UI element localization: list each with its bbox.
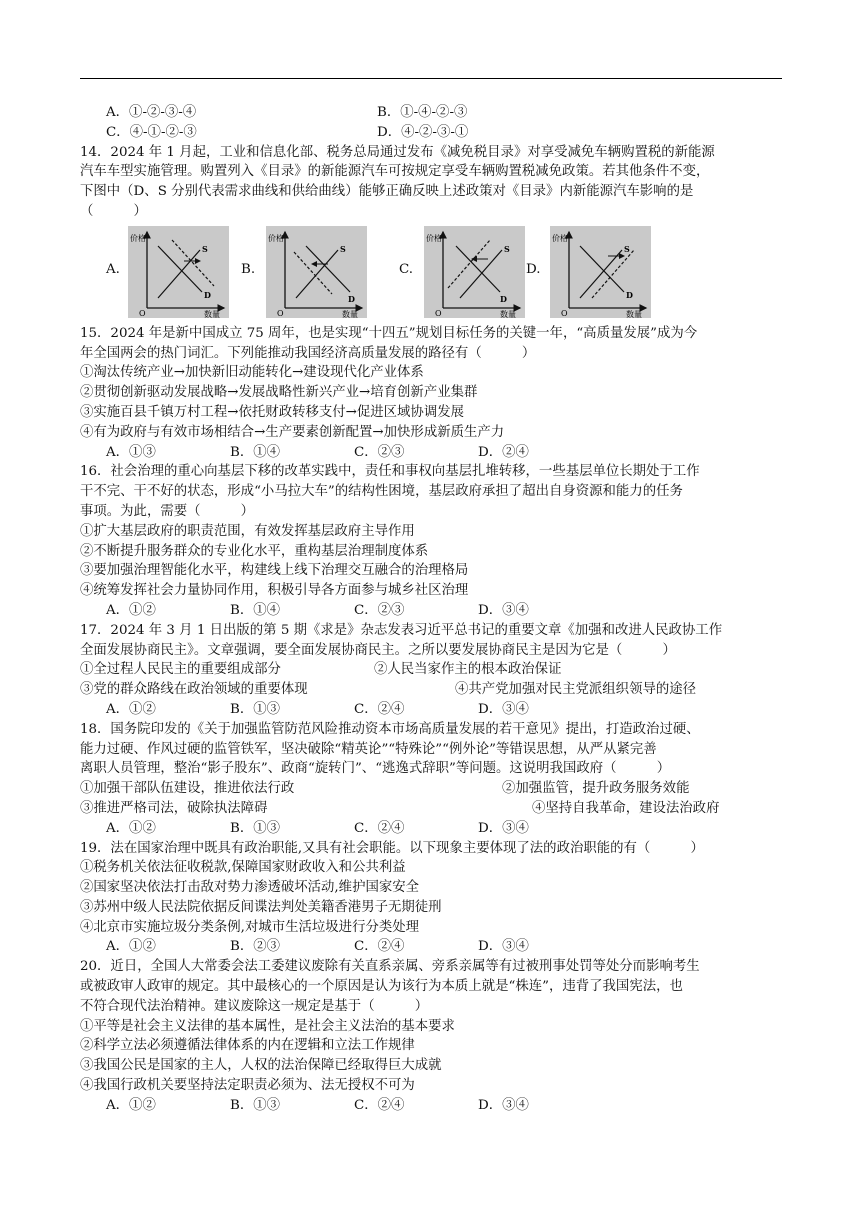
s-label: S xyxy=(202,243,208,254)
q18-stem-line: 离职人员管理，整治“影子股东”、政商“旋转门”、“逃逸式辞职”等问题。这说明我国政府（ ） xyxy=(80,761,671,777)
q19-stem-line: 19．法在国家治理中既具有政治职能,又具有社会职能。以下现象主要体现了法的政治职能的有（ ） xyxy=(80,840,704,856)
supply-curve xyxy=(580,250,622,298)
supply-curve xyxy=(158,250,200,298)
q20-item: ④我国行政机关要坚持法定职责必须为、法无授权不可为 xyxy=(80,1078,415,1094)
axis-y-label: 价格 xyxy=(426,233,442,243)
supply-demand-graph-d xyxy=(550,226,651,318)
q19-options xyxy=(80,937,790,957)
d-label: D xyxy=(500,293,507,304)
d-label: D xyxy=(204,289,211,300)
q20-option-d[interactable]: D．③④ xyxy=(478,1097,529,1113)
q20-option-b[interactable]: B．①③ xyxy=(230,1097,281,1113)
q15-option-d[interactable]: D．②④ xyxy=(478,444,529,460)
q15-option-c[interactable]: C．②③ xyxy=(354,444,405,460)
axis-x-label: 数量 xyxy=(500,309,516,318)
q19-option-b[interactable]: B．②③ xyxy=(230,939,281,955)
d-label: D xyxy=(348,293,355,304)
axis-x-label: 数量 xyxy=(626,309,642,318)
q17-item: ①全过程人民民主的重要组成部分 xyxy=(80,662,281,678)
q20-stem-line: 不符合现代法治精神。建议废除这一规定是基于（ ） xyxy=(80,998,429,1014)
q13-options-row-1 xyxy=(80,103,790,123)
q16-item: ②不断提升服务群众的专业化水平，重构基层治理制度体系 xyxy=(80,543,429,559)
q14-stem-line: 14．2024 年 1 月起，工业和信息化部、税务总局通过发布《减免税目录》对享受减免车辆购置税的新能源 xyxy=(80,144,715,160)
supply-demand-graph-a xyxy=(128,226,229,318)
q18-option-c[interactable]: C．②④ xyxy=(354,820,405,836)
q13-options-row-2 xyxy=(80,123,790,143)
q14-stem-line: 下图中（D、S 分别代表需求曲线和供给曲线）能够正确反映上述政策对《目录》内新能源汽车影响的是 xyxy=(80,184,694,200)
q14-graph-a xyxy=(128,226,229,318)
q20-options xyxy=(80,1096,790,1116)
q14-stem-line: 汽车车型实施管理。购置列入《目录》的新能源汽车可按规定享受车辆购置税减免政策。若其他条件不变， xyxy=(80,164,710,180)
axis-y-label: 价格 xyxy=(552,233,568,243)
q15-option-a[interactable]: A．①③ xyxy=(106,444,156,460)
q14-graph-label-d: D. xyxy=(526,261,541,277)
q16-stem-line: 事项。为此，需要（ ） xyxy=(80,503,255,519)
q14-graph-label-c: C. xyxy=(399,261,414,277)
s-label: S xyxy=(340,243,346,254)
q16-item: ①扩大基层政府的职责范围，有效发挥基层政府主导作用 xyxy=(80,523,415,539)
q18-item: ①加强干部队伍建设，推进依法行政 xyxy=(80,781,295,797)
q20-item: ②科学立法必须遵循法律体系的内在逻辑和立法工作规律 xyxy=(80,1038,415,1054)
q15-options xyxy=(80,443,790,463)
q19-item: ②国家坚决依法打击敌对势力渗透破坏活动,维护国家安全 xyxy=(80,880,420,896)
q15-item: ①淘汰传统产业→加快新旧动能转化→建设现代化产业体系 xyxy=(80,365,424,381)
q18-options xyxy=(80,819,790,839)
q14-graph-options xyxy=(80,224,790,322)
q15-item: ③实施百县千镇万村工程→依托财政转移支付→促进区域协调发展 xyxy=(80,404,464,420)
demand-curve xyxy=(580,246,624,292)
q18-option-a[interactable]: A．①② xyxy=(106,820,156,836)
q17-option-c[interactable]: C．②④ xyxy=(354,701,405,717)
q20-stem-line: 20．近日，全国人大常委会法工委建议废除有关直系亲属、旁系亲属等有过被刑事处罚等处分而影响考生 xyxy=(80,959,700,975)
axis-y-label: 价格 xyxy=(130,233,146,243)
supply-demand-graph-c xyxy=(424,226,525,318)
q13-option-b[interactable]: B．①-④-②-③ xyxy=(377,105,468,120)
q18-stem-line: 能力过硬、作风过硬的监管铁军，坚决破除“精英论”“特殊论”“例外论”等错误思想，从严从紧完善 xyxy=(80,741,657,757)
q18-item-row xyxy=(80,799,790,819)
q14-graph-label-b: B. xyxy=(241,261,256,277)
axis-x-label: 数量 xyxy=(204,309,220,318)
shifted-demand-curve xyxy=(294,252,332,294)
q17-item: ②人民当家作主的根本政治保证 xyxy=(374,662,562,678)
q14-graph-label-a: A. xyxy=(106,261,120,277)
q17-option-d[interactable]: D．③④ xyxy=(478,701,529,717)
q16-option-c[interactable]: C．②③ xyxy=(354,602,405,618)
axis-x-label: 数量 xyxy=(342,309,358,318)
exam-page xyxy=(80,103,790,1116)
q15-item: ②贯彻创新驱动发展战略→发展战略性新兴产业→培育创新产业集群 xyxy=(80,385,478,401)
q20-option-a[interactable]: A．①② xyxy=(106,1097,156,1113)
q19-option-d[interactable]: D．③④ xyxy=(478,939,529,955)
demand-curve xyxy=(158,246,202,292)
q18-item: ④坚持自我革命，建设法治政府 xyxy=(532,800,720,816)
q19-item: ③苏州中级人民法院依据反间谍法判处美籍香港男子无期徒刑 xyxy=(80,899,442,915)
q17-item-row xyxy=(80,660,790,680)
d-label: D xyxy=(626,289,633,300)
origin-label: O xyxy=(277,308,284,318)
origin-label: O xyxy=(561,308,568,318)
axis-y-label: 价格 xyxy=(268,233,284,243)
origin-label: O xyxy=(435,308,442,318)
q19-item: ④北京市实施垃圾分类条例,对城市生活垃圾进行分类处理 xyxy=(80,919,420,935)
q13-option-c[interactable]: C．④-①-②-③ xyxy=(106,124,197,140)
q18-stem-line: 18．国务院印发的《关于加强监管防范风险推动资本市场高质量发展的若干意见》提出，打造政治过硬、 xyxy=(80,721,700,737)
supply-demand-graph-b xyxy=(266,226,367,318)
q16-stem-line: 16．社会治理的重心向基层下移的改革实践中，责任和事权向基层扎堆转移，一些基层单位长期处于工作 xyxy=(80,464,700,480)
q15-option-b[interactable]: B．①④ xyxy=(230,444,281,460)
q15-stem-line: 年全国两会的热门词汇。下列能推动我国经济高质量发展的路径有（ ） xyxy=(80,345,536,361)
q16-stem-line: 干不完、干不好的状态，形成“小马拉大车”的结构性困境，基层政府承担了超出自身资源和能力的任务 xyxy=(80,484,683,500)
q19-option-a[interactable]: A．①② xyxy=(106,939,156,955)
q20-item: ①平等是社会主义法律的基本属性，是社会主义法治的基本要求 xyxy=(80,1018,455,1034)
shifted-supply-curve xyxy=(448,240,490,288)
q18-item: ③推进严格司法，破除执法障碍 xyxy=(80,800,268,816)
q18-option-b[interactable]: B．①③ xyxy=(230,820,281,836)
q14-graph-d xyxy=(550,226,651,318)
q15-item: ④有为政府与有效市场相结合→生产要素创新配置→加快形成新质生产力 xyxy=(80,424,505,440)
q17-item: ③党的群众路线在政治领域的重要体现 xyxy=(80,682,308,698)
q15-stem-line: 15．2024 年是新中国成立 75 周年，也是实现“十四五”规划目标任务的关键一年，“高质量发展”成为今 xyxy=(80,325,698,341)
q18-item-row xyxy=(80,779,790,799)
q16-option-b[interactable]: B．①④ xyxy=(230,602,281,618)
s-label: S xyxy=(624,243,630,254)
q17-option-a[interactable]: A．①② xyxy=(106,701,156,717)
origin-label: O xyxy=(139,308,146,318)
q13-option-a[interactable]: A．①-②-③-④ xyxy=(106,105,197,120)
q16-option-d[interactable]: D．③④ xyxy=(478,602,529,618)
header-rule xyxy=(80,78,782,79)
q17-item: ④共产党加强对民主党派组织领导的途径 xyxy=(455,682,697,698)
q20-stem-line: 或被政审人政审的规定。其中最核心的一个原因是认为该行为本质上就是“株连”，违背了我国宪法，也 xyxy=(80,979,683,995)
s-label: S xyxy=(504,243,510,254)
q19-option-c[interactable]: C．②④ xyxy=(354,939,405,955)
q18-item: ②加强监管，提升政务服务效能 xyxy=(502,781,690,797)
q19-item: ①税务机关依法征收税款,保障国家财政收入和公共利益 xyxy=(80,860,406,876)
q20-option-c[interactable]: C．②④ xyxy=(354,1097,405,1113)
q16-option-a[interactable]: A．①② xyxy=(106,602,156,618)
q14-graph-b xyxy=(266,226,367,318)
q17-stem-line: 17．2024 年 3 月 1 日出版的第 5 期《求是》杂志发表习近平总书记的重要文章《加强和改进人民政协工作 xyxy=(80,622,723,638)
q16-options xyxy=(80,601,790,621)
q16-item: ③要加强治理智能化水平，构建线上线下治理交互融合的治理格局 xyxy=(80,563,469,579)
q18-option-d[interactable]: D．③④ xyxy=(478,820,529,836)
q14-graph-c xyxy=(424,226,525,318)
q17-stem-line: 全面发展协商民主》。文章强调，要全面发展协商民主。之所以要发展协商民主是因为它是（ ） xyxy=(80,642,676,658)
q20-item: ③我国公民是国家的主人，人权的法治保障已经取得巨大成就 xyxy=(80,1058,442,1074)
q14-stem-line: （ ） xyxy=(80,203,147,219)
q17-option-b[interactable]: B．①③ xyxy=(230,701,281,717)
q17-options xyxy=(80,700,790,720)
q17-item-row xyxy=(80,680,790,700)
q16-item: ④统筹发挥社会力量协同作用，积极引导各方面参与城乡社区治理 xyxy=(80,583,469,599)
q13-option-d[interactable]: D．④-②-③-① xyxy=(377,124,469,140)
